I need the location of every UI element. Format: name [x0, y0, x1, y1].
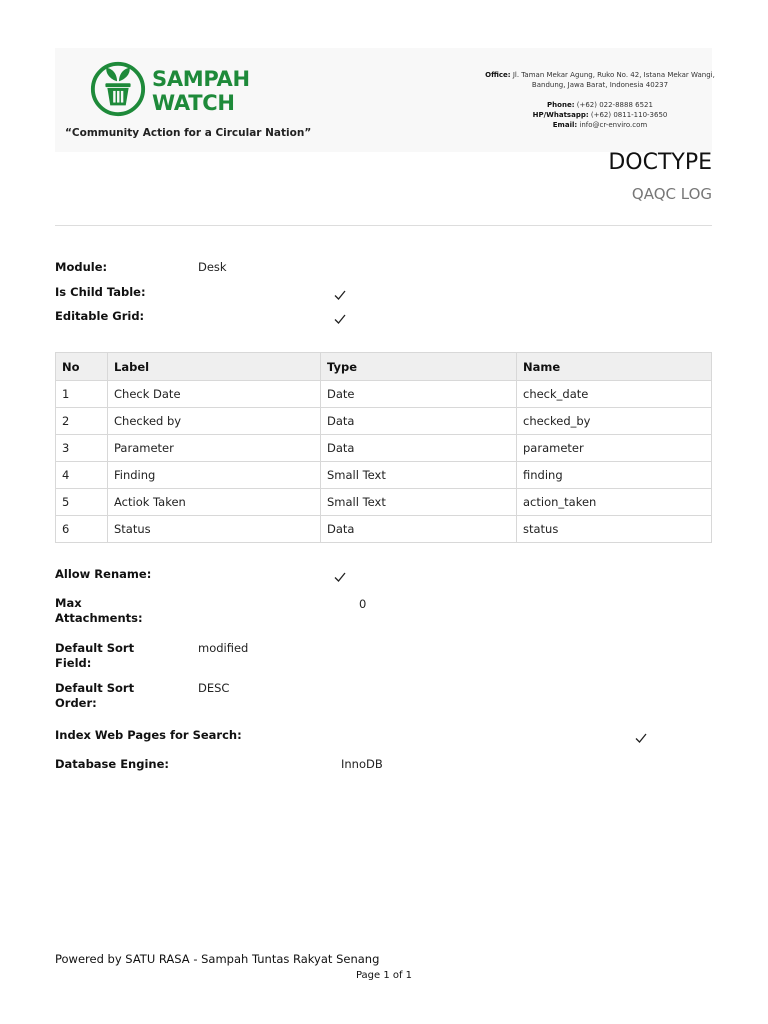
- table-row: [56, 462, 712, 489]
- divider: [55, 225, 712, 226]
- column-header-type: Type: [321, 353, 517, 381]
- table-row: [56, 516, 712, 543]
- default-sort-field-value: modified: [198, 641, 249, 655]
- cell-type: Small Text: [321, 462, 517, 489]
- default-sort-field-label: [55, 641, 134, 671]
- email-value: info@cr-enviro.com: [579, 121, 648, 129]
- checkmark-icon: [334, 289, 346, 301]
- whatsapp-line: [485, 110, 715, 120]
- module-value: Desk: [198, 260, 227, 274]
- column-header-name: Name: [517, 353, 712, 381]
- office-label: Office:: [485, 71, 511, 79]
- cell-name: action_taken: [517, 489, 712, 516]
- cell-label: Check Date: [108, 381, 321, 408]
- table-row: [56, 489, 712, 516]
- checkmark-icon: [334, 571, 346, 583]
- whatsapp-value: (+62) 0811-110-3650: [590, 111, 668, 119]
- cell-no: 2: [56, 408, 108, 435]
- page-number: Page 1 of 1: [355, 970, 413, 981]
- default-sort-order-label-line1: Default Sort: [55, 681, 135, 695]
- cell-label: Finding: [108, 462, 321, 489]
- cell-type: Small Text: [321, 489, 517, 516]
- phone-value: (+62) 022-8888 6521: [576, 101, 653, 109]
- cell-no: 4: [56, 462, 108, 489]
- phone-label: Phone:: [547, 101, 575, 109]
- default-sort-field-label-line2: Field:: [55, 656, 92, 670]
- table-header-row: [56, 353, 712, 381]
- max-attachments-label: [55, 596, 143, 626]
- module-label: Module:: [55, 260, 108, 274]
- max-attachments-value: 0: [359, 597, 367, 611]
- letterhead: [55, 48, 715, 152]
- email-line: [485, 120, 715, 130]
- max-attachments-label-line1: Max: [55, 596, 82, 610]
- cell-name: finding: [517, 462, 712, 489]
- cell-type: Date: [321, 381, 517, 408]
- editable-grid-label: Editable Grid:: [55, 309, 145, 323]
- cell-no: 3: [56, 435, 108, 462]
- cell-name: check_date: [517, 381, 712, 408]
- cell-type: Data: [321, 516, 517, 543]
- allow-rename-label: Allow Rename:: [55, 567, 152, 581]
- contact-block: [485, 70, 715, 130]
- cell-label: Parameter: [108, 435, 321, 462]
- index-web-pages-label: Index Web Pages for Search:: [55, 728, 242, 742]
- email-label: Email:: [552, 121, 578, 129]
- whatsapp-label: HP/Whatsapp:: [532, 111, 589, 119]
- tagline: “Community Action for a Circular Nation”: [65, 127, 312, 139]
- brand-line-2: WATCH: [152, 91, 235, 115]
- default-sort-order-label-line2: Order:: [55, 696, 97, 710]
- column-header-label: Label: [108, 353, 321, 381]
- database-engine-value: InnoDB: [341, 757, 383, 771]
- cell-no: 1: [56, 381, 108, 408]
- is-child-table-label: Is Child Table:: [55, 285, 146, 299]
- cell-name: parameter: [517, 435, 712, 462]
- checkmark-icon: [334, 313, 346, 325]
- cell-type: Data: [321, 408, 517, 435]
- table-row: [56, 435, 712, 462]
- office-line: [485, 70, 715, 90]
- default-sort-order-value: DESC: [198, 681, 230, 695]
- default-sort-order-label: [55, 681, 134, 711]
- max-attachments-label-line2: Attachments:: [55, 611, 143, 625]
- powered-by-footer: Powered by SATU RASA - Sampah Tuntas Rakyat Senang: [55, 952, 380, 966]
- table-row: [56, 408, 712, 435]
- checkmark-icon: [635, 732, 647, 744]
- cell-no: 5: [56, 489, 108, 516]
- cell-no: 6: [56, 516, 108, 543]
- table-row: [56, 381, 712, 408]
- cell-label: Actiok Taken: [108, 489, 321, 516]
- phone-line: [485, 100, 715, 110]
- cell-label: Status: [108, 516, 321, 543]
- column-header-no: No: [56, 353, 108, 381]
- trash-bin-leaf-icon: [89, 59, 147, 119]
- cell-name: checked_by: [517, 408, 712, 435]
- brand-logo-text: [152, 67, 250, 115]
- brand-line-1: SAMPAH: [152, 67, 250, 91]
- database-engine-label: Database Engine:: [55, 757, 170, 771]
- cell-name: status: [517, 516, 712, 543]
- cell-type: Data: [321, 435, 517, 462]
- page-subtitle: QAQC LOG: [631, 185, 712, 203]
- fields-table: [55, 352, 712, 543]
- office-address: Jl. Taman Mekar Agung, Ruko No. 42, Istana Mekar Wangi, Bandung, Jawa Barat, Indonesia 40237: [512, 71, 715, 89]
- page-title: DOCTYPE: [608, 150, 712, 175]
- default-sort-field-label-line1: Default Sort: [55, 641, 135, 655]
- cell-label: Checked by: [108, 408, 321, 435]
